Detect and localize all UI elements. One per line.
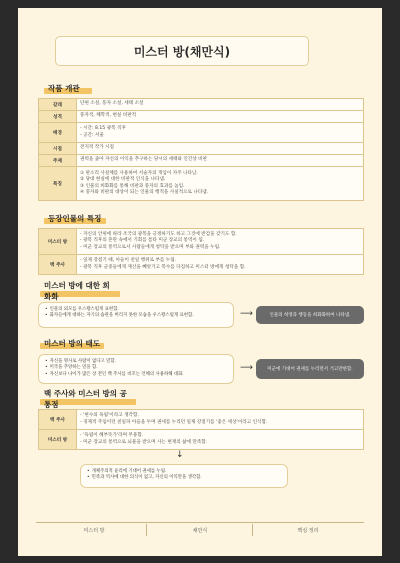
- table-row: [39, 143, 364, 155]
- row-value: 권력을 좇아 자신의 이익을 추구하는 당시의 세태와 인간상 비판: [77, 155, 364, 167]
- footer-separator: [252, 524, 253, 536]
- row-label: 특징: [39, 167, 77, 201]
- table-row: [39, 229, 364, 255]
- table-row: [39, 255, 364, 275]
- row-label: 성격: [39, 111, 77, 123]
- section-title-characters: 등장인물의 특징: [44, 211, 106, 225]
- table-row: [39, 410, 364, 430]
- common-result-box: [80, 464, 288, 488]
- list-item: • 자신을 명사로 사람이 없다고 말함.: [45, 359, 116, 364]
- satire-result: 인물의 허영과 행동을 희화화하여 나타냄.: [256, 306, 364, 324]
- row-label: 백 주사: [39, 410, 77, 430]
- section-title-attitude: 미스터 방의 태도: [40, 336, 104, 350]
- table-row: [39, 430, 364, 450]
- table-row: [39, 111, 364, 123]
- row-label: 미스터 방: [39, 430, 77, 450]
- arrow-right-icon: ⟶: [240, 309, 253, 319]
- list-item: • 개체주의적 윤리에 기대어 권세를 누림.: [87, 469, 167, 474]
- row-value: 풍자적, 해학적, 현실 비판적: [77, 111, 364, 123]
- section-title-overview: 작품 개관: [44, 81, 92, 95]
- row-label: 주제: [39, 155, 77, 167]
- attitude-result: 미군에 기대어 권세를 누리면서 거고만한함.: [256, 359, 364, 379]
- table-row: [39, 123, 364, 143]
- footer-separator: [146, 524, 147, 536]
- arrow-down-icon: ↓: [176, 450, 184, 460]
- row-value: - 일제 강점기 때, 아들이 친일 행위로 부를 누림. - 광복 직후 군중들에게 재산을 빼앗기고 복수를 다짐하고 미스터 방에게 청탁을 함.: [77, 255, 364, 275]
- row-value: ① 판소리 사설체를 사용하여 서술자의 개입이 자주 나타남. ② 당대 현실에 대한 비판적 인식을 나타냄. ③ 인물의 희화화를 통해 비판과 풍자의 효과를 높임. ④ 풍자와 비판의 대상이 되는 인물의 행적을 사실적으로 나타냄.: [77, 167, 364, 201]
- row-label: 갈래: [39, 99, 77, 111]
- satire-box: [38, 302, 234, 328]
- row-value: 단편 소설, 풍자 소설, 세태 소설: [77, 99, 364, 111]
- footer-divider: [36, 522, 364, 523]
- attitude-box: [38, 354, 234, 384]
- row-label: 배경: [39, 123, 77, 143]
- section-title-common: 백 주사와 미스터 방의 공통점: [40, 392, 136, 406]
- overview-table: [38, 98, 364, 201]
- row-value: - 시간: 8.15 광복 직후 - 공간: 서울: [77, 123, 364, 143]
- row-value: - 자신의 안위에 따라 조국의 광복을 긍정하기도 하고 그것에 반감을 갖기도 함. - 광복 직후의 혼란 속에서 기회를 틈타 미군 장교의 통역이 됨. - 미군 장교의 통역으로서 사람들에게 청탁을 받으며 부와 권력을 누림.: [77, 229, 364, 255]
- row-label: 시점: [39, 143, 77, 155]
- footer-right: 핵심 정리: [297, 528, 319, 534]
- row-value: - '현수의 독립'이라고 생각함. - 경제적 주임이던 친일파 아들을 두며 권세를 누리던 일제 강점기를 '좋은 세상'이라고 인식함.: [77, 410, 364, 430]
- section-title-satire: 미스터 방에 대한 희화화: [40, 284, 120, 298]
- page-title: 미스터 방(채만식): [55, 36, 309, 66]
- list-item: • 화자들에게 대하는 자기의 습관을 버리지 못한 모습을 우스꽝스럽게 표현함.: [45, 313, 194, 319]
- row-label: 백 주사: [39, 255, 77, 275]
- row-value: 전지적 작가 시점: [77, 143, 364, 155]
- row-value: - '독립이 해부뜻가'라며 무용함. - 미군 장교의 통역으로 뇌물을 받으며 사는 현재의 삶에 만족함.: [77, 430, 364, 450]
- list-item: • 미국을 추앙하는 말을 함.: [45, 365, 98, 371]
- table-row: [39, 99, 364, 111]
- list-item: • 인물의 외모를 우스꽝스럽게 표현함.: [45, 307, 119, 312]
- arrow-right-icon: ⟶: [240, 363, 253, 373]
- table-row: [39, 167, 364, 201]
- list-item: • 민족과 역사에 대한 의식이 없고, 자신의 이익만을 생각함.: [87, 475, 202, 481]
- row-label: 미스터 방: [39, 229, 77, 255]
- list-item: • 자신보다 나이가 많은 상 전인 백 주사를 비꼬는 언해의 사용하해 대화.: [45, 371, 184, 377]
- footer-left: 미스터 방: [83, 528, 105, 534]
- table-row: [39, 155, 364, 167]
- common-table: [38, 409, 364, 450]
- characters-table: [38, 228, 364, 275]
- footer-center: 채만식: [192, 528, 208, 534]
